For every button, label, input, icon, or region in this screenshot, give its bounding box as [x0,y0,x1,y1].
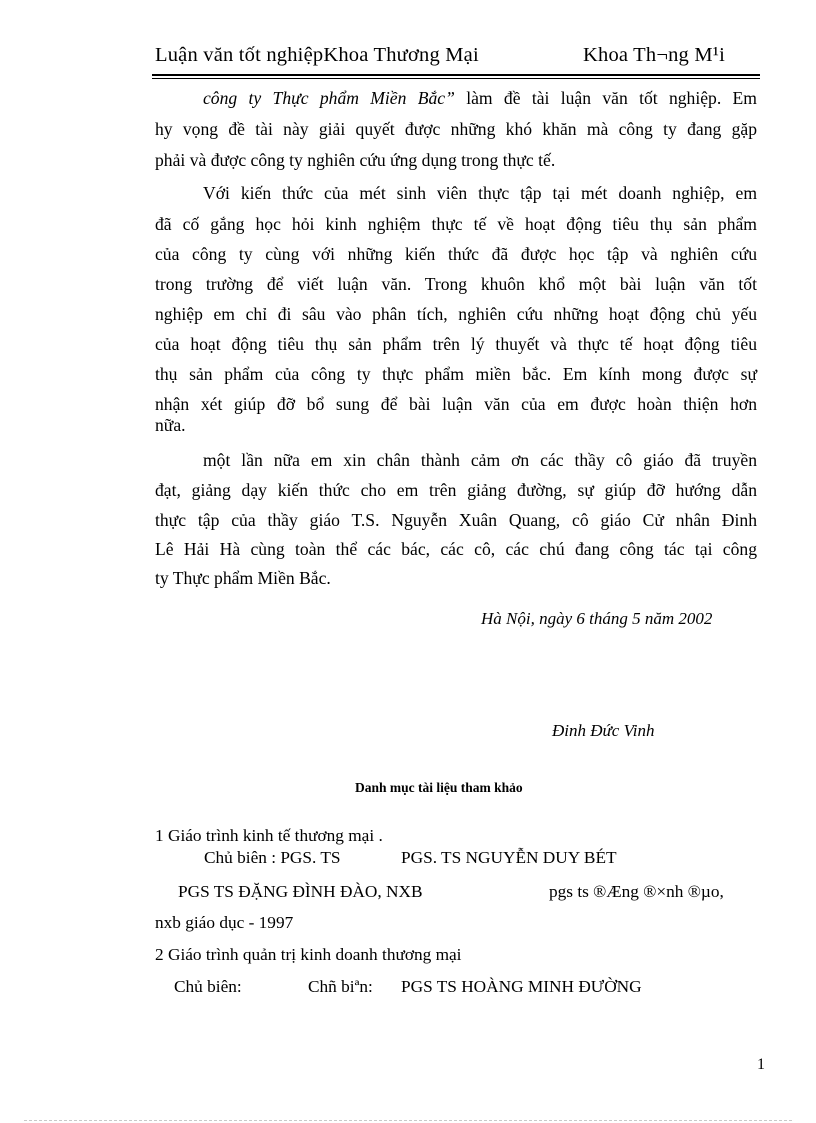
body-line: nữa. [155,415,186,435]
body-line: của hoạt động tiêu thụ sản phẩm trên lý thuyết và thực tế hoạt động tiêu [155,334,757,354]
body-line: một lần nữa em xin chân thành cảm ơn các thầy cô giáo đã truyền [203,450,757,470]
body-line-intro [203,87,757,109]
reference-1-coauthor: PGS TS ĐẶNG ĐÌNH ĐÀO, NXB [178,882,423,901]
reference-2-editor-name: PGS TS HOÀNG MINH ĐƯỜNG [401,977,642,996]
reference-2-title: 2 Giáo trình quản trị kinh doanh thương mại [155,945,462,964]
reference-1-title: 1 Giáo trình kinh tế thương mại . [155,826,383,845]
header-left: Luận văn tốt nghiệpKhoa Thương Mại [155,44,479,66]
body-line: Lê Hải Hà cùng toàn thể các bác, các cô, các chú đang công tác tại công [155,539,757,559]
body-line: đã cố gắng học hỏi kinh nghiệm thực tế về hoạt động tiêu thụ sản phẩm [155,214,757,234]
body-line: của công ty cùng với những kiến thức đã được học tập và nghiên cứu [155,244,757,264]
body-line: đạt, giảng dạy kiến thức cho em trên giảng đường, sự giúp đỡ hướng dẫn [155,480,757,500]
body-line: nhận xét giúp đỡ bổ sung để bài luận văn của em được hoàn thiện hơn [155,394,757,414]
reference-1-publisher: nxb giáo dục - 1997 [155,913,294,932]
intro-rest: làm đề tài luận văn tốt nghiệp. Em [454,88,757,108]
references-title: Danh mục tài liệu tham khảo [355,780,523,795]
body-line: thụ sản phẩm của công ty thực phẩm miền bắc. Em kính mong được sự [155,364,757,384]
header-right: Khoa Th¬ng M¹i [583,44,725,66]
reference-2-editor-label: Chủ biên: [174,977,242,996]
body-line: trong trường để viết luận văn. Trong khuôn khổ một bài luận văn tốt [155,274,757,294]
header-rule-thick [152,74,760,76]
reference-1-editor-name: PGS. TS NGUYỄN DUY BÉT [401,848,617,867]
body-line: hy vọng đề tài này giải quyết được những khó khăn mà công ty đang gặp [155,119,757,139]
body-line: phải và được công ty nghiên cứu ứng dụng trong thực tế. [155,150,556,170]
reference-1-coauthor-garbled: pgs ts ®Æng ®×nh ®µo, [549,882,724,901]
body-line: Với kiến thức của mét sinh viên thực tập tại mét doanh nghiệp, em [203,183,757,203]
reference-2-editor-label-garbled: Chñ biªn: [308,977,373,996]
body-line: nghiệp em chỉ đi sâu vào phân tích, nghiên cứu những hoạt động chủ yếu [155,304,757,324]
author-name: Đinh Đức Vinh [552,721,655,740]
place-date: Hà Nội, ngày 6 tháng 5 năm 2002 [481,609,713,628]
header-rule-thin [152,78,760,79]
page-number: 1 [757,1056,765,1073]
company-name-italic: công ty Thực phẩm Miền Bắc” [203,88,455,108]
body-line: thực tập của thầy giáo T.S. Nguyễn Xuân Quang, cô giáo Cử nhân Đinh [155,510,757,530]
body-line: ty Thực phẩm Miền Bắc. [155,568,331,588]
page-break-line [24,1120,792,1121]
reference-1-editor-label: Chủ biên : PGS. TS [204,848,341,867]
